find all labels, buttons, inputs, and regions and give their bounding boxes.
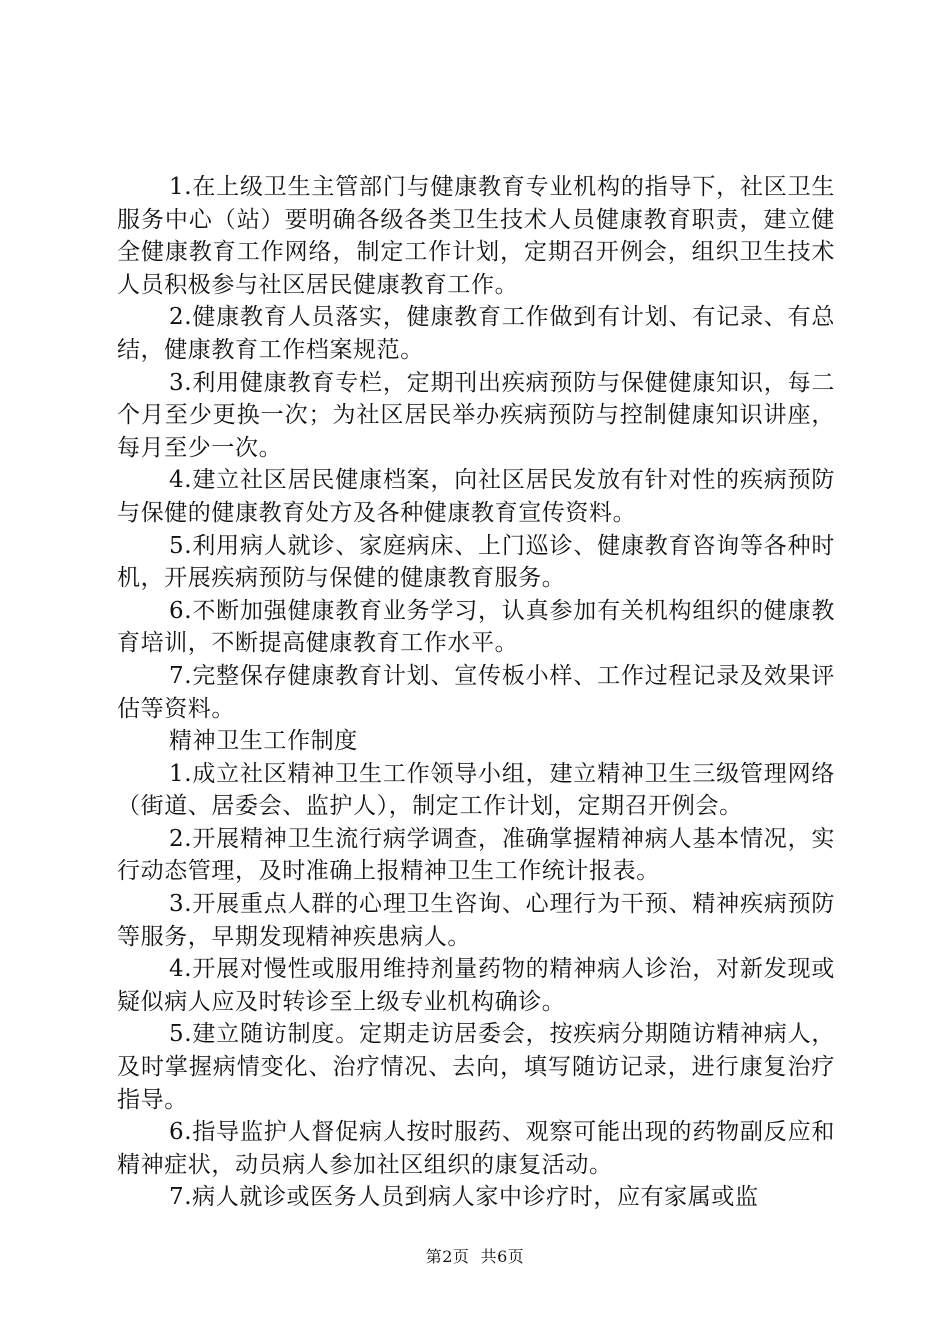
mental-health-item-7: 7.病人就诊或医务人员到病人家中诊疗时，应有家属或监: [169, 1184, 759, 1211]
document-body: [117, 171, 835, 1214]
mental-health-item-3: 3.开展重点人群的心理卫生咨询、心理行为干预、精神疾病预防等服务，早期发现精神疾患病人。: [117, 891, 835, 950]
health-education-item-1: 1.在上级卫生主管部门与健康教育专业机构的指导下，社区卫生服务中心（站）要明确各级各类卫生技术人员健康教育职责，建立健全健康教育工作网络，制定工作计划，定期召开例会，组织卫生技术人员积极参与社区居民健康教育工作。: [117, 174, 835, 298]
page-total: 共6页: [480, 1247, 525, 1266]
health-education-item-3: 3.利用健康教育专栏，定期刊出疾病预防与保健健康知识，每二个月至少更换一次；为社区居民举办疾病预防与控制健康知识讲座，每月至少一次。: [117, 369, 835, 461]
health-education-item-5: 5.利用病人就诊、家庭病床、上门巡诊、健康教育咨询等各种时机，开展疾病预防与保健的健康教育服务。: [117, 532, 835, 592]
page-footer: [0, 1244, 950, 1267]
health-education-item-4: 4.建立社区居民健康档案，向社区居民发放有针对性的疾病预防与保健的健康教育处方及各种健康教育宣传资料。: [117, 467, 835, 526]
health-education-item-6: 6.不断加强健康教育业务学习，认真参加有关机构组织的健康教育培训，不断提高健康教育工作水平。: [117, 597, 835, 657]
page-number: 第2页: [425, 1247, 470, 1266]
mental-health-item-1: 1.成立社区精神卫生工作领导小组，建立精神卫生三级管理网络（街道、居委会、监护人），制定工作计划，定期召开例会。: [117, 760, 835, 820]
mental-health-item-4: 4.开展对慢性或服用维持剂量药物的精神病人诊治，对新发现或疑似病人应及时转诊至上级专业机构确诊。: [117, 956, 835, 1015]
mental-health-item-6: 6.指导监护人督促病人按时服药、观察可能出现的药物副反应和精神症状，动员病人参加社区组织的康复活动。: [117, 1119, 835, 1178]
health-education-item-7: 7.完整保存健康教育计划、宣传板小样、工作过程记录及效果评估等资料。: [117, 662, 835, 722]
mental-health-item-2: 2.开展精神卫生流行病学调查，准确掌握精神病人基本情况，实行动态管理，及时准确上报精神卫生工作统计报表。: [117, 825, 835, 885]
section-title: 精神卫生工作制度: [169, 728, 358, 755]
health-education-item-2: 2.健康教育人员落实，健康教育工作做到有计划、有记录、有总结，健康教育工作档案规范。: [117, 304, 835, 363]
mental-health-item-5: 5.建立随访制度。定期走访居委会，按疾病分期随访精神病人，及时掌握病情变化、治疗情况、去向，填写随访记录，进行康复治疗指导。: [117, 1021, 835, 1113]
